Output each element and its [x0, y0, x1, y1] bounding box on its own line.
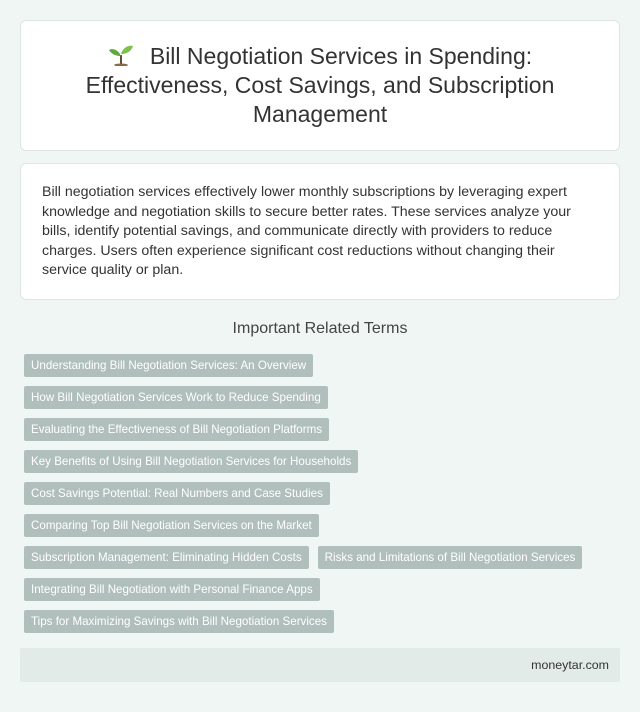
tag-row	[24, 386, 620, 409]
tag-row	[24, 418, 620, 441]
tag-row	[24, 482, 620, 505]
tag-link[interactable]: Risks and Limitations of Bill Negotiation Services	[318, 546, 583, 569]
tag-link[interactable]: Integrating Bill Negotiation with Personal Finance Apps	[24, 578, 320, 601]
tag-row	[24, 354, 620, 377]
footer-site-name: moneytar.com	[531, 658, 609, 672]
title-card	[20, 20, 620, 151]
page-title	[51, 42, 589, 129]
tag-row	[24, 546, 620, 569]
tag-row	[24, 514, 620, 537]
footer	[20, 648, 620, 682]
tag-link[interactable]: Cost Savings Potential: Real Numbers and Case Studies	[24, 482, 330, 505]
tag-link[interactable]: Subscription Management: Eliminating Hidden Costs	[24, 546, 309, 569]
sprout-icon	[108, 44, 134, 66]
tag-link[interactable]: Tips for Maximizing Savings with Bill Negotiation Services	[24, 610, 334, 633]
tag-link[interactable]: Evaluating the Effectiveness of Bill Negotiation Platforms	[24, 418, 329, 441]
summary-card	[20, 163, 620, 300]
tag-row	[24, 578, 620, 601]
related-terms-list	[24, 354, 620, 642]
tag-row	[24, 610, 620, 633]
related-terms-heading: Important Related Terms	[232, 320, 408, 337]
tag-row	[24, 450, 620, 473]
tag-link[interactable]: Comparing Top Bill Negotiation Services on the Market	[24, 514, 319, 537]
page-title-text: Bill Negotiation Services in Spending: Effectiveness, Cost Savings, and Subscription Management	[85, 43, 555, 127]
summary-text: Bill negotiation services effectively lower monthly subscriptions by leveraging expert knowledge and negotiation skills to secure better rates. These services analyze your bills, identify potential savings, and communicate directly with providers to reduce charges. Users often experience significant cost reductions without changing their service quality or plan.	[42, 184, 571, 279]
tag-link[interactable]: How Bill Negotiation Services Work to Reduce Spending	[24, 386, 328, 409]
tag-link[interactable]: Understanding Bill Negotiation Services: An Overview	[24, 354, 313, 377]
tag-link[interactable]: Key Benefits of Using Bill Negotiation Services for Households	[24, 450, 358, 473]
